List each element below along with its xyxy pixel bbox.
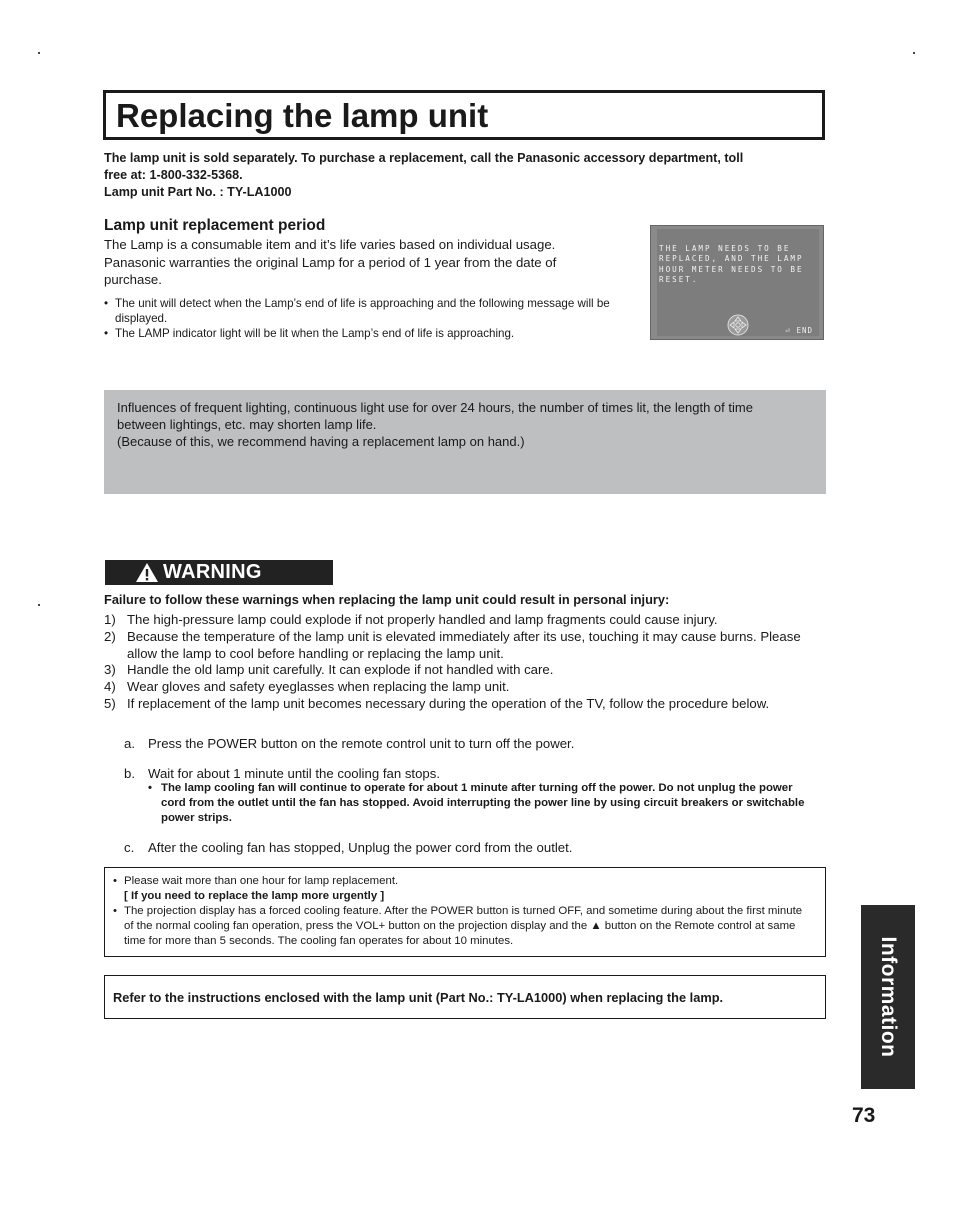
cooling-note-box [104, 867, 826, 957]
warning-item: 2) Because the temperature of the lamp unit is elevated immediately after its use, touching it may cause burns. Please allow the lamp to cool before handling or replacing the lamp unit. [104, 628, 801, 661]
lamp-life-note [104, 390, 826, 494]
page-title: Replacing the lamp unit [116, 97, 489, 134]
note-line: (Because of this, we recommend having a replacement lamp on hand.) [117, 434, 525, 449]
section-heading: Lamp unit replacement period [104, 217, 326, 234]
return-icon: ⏎ [785, 326, 797, 335]
warning-label: WARNING [163, 561, 262, 583]
note-line: between lightings, etc. may shorten lamp life. [117, 417, 377, 432]
end-label: ⏎ END [785, 326, 813, 335]
bullet-item: • The unit will detect when the Lamp’s end of life is approaching and the following message will be displayed. [104, 296, 624, 326]
part-number: Lamp unit Part No. : TY-LA1000 [104, 185, 292, 199]
bullet-item: • The LAMP indicator light will be lit when the Lamp’s end of life is approaching. [104, 326, 624, 341]
fan-caution: • The lamp cooling fan will continue to operate for about 1 minute after turning off the power. Do not unplug the power cord from the outlet until the fan has stopped. Avoid interrupting the power line by using circuit breakers or switchable power strips. [148, 781, 808, 826]
step-text: Press the POWER button on the remote control unit to turn off the power. [148, 736, 575, 751]
warning-list [104, 612, 824, 713]
refer-text: Refer to the instructions enclosed with the lamp unit (Part No.: TY-LA1000) when replacing the lamp. [113, 990, 724, 1005]
crop-mark [38, 604, 40, 606]
section-body [104, 236, 604, 289]
warning-item: 4) Wear gloves and safety eyeglasses when replacing the lamp unit. [104, 679, 510, 695]
refer-box [104, 975, 826, 1019]
intro-text [104, 150, 824, 201]
urgent-heading: [ If you need to replace the lamp more urgently ] [124, 890, 385, 902]
intro-line: The lamp unit is sold separately. To purchase a replacement, call the Panasonic accessory department, toll [104, 151, 744, 165]
note-item: • Please wait more than one hour for lamp replacement. [ If you need to replace the lamp more urgently ] [113, 874, 813, 904]
section-tab-label: Information [877, 936, 900, 1058]
warning-triangle-icon [135, 562, 159, 583]
lamp-message: THE LAMP NEEDS TO BE REPLACED, AND THE LAMP HOUR METER NEEDS TO BE RESET. [659, 244, 804, 285]
warning-lead: Failure to follow these warnings when replacing the lamp unit could result in personal injury: [104, 592, 670, 607]
note-line: Influences of frequent lighting, continuous light use for over 24 hours, the number of times lit, the length of time [117, 400, 753, 415]
crop-mark [38, 52, 40, 54]
body-line: The Lamp is a consumable item and it’s life varies based on individual usage. [104, 237, 556, 252]
step-text: After the cooling fan has stopped, Unplug the power cord from the outlet. [148, 840, 573, 855]
dpad-icon [727, 314, 749, 336]
body-line: Panasonic warranties the original Lamp for a period of 1 year from the date of [104, 254, 557, 270]
warning-item: 5) If replacement of the lamp unit becomes necessary during the operation of the TV, follow the procedure below. [104, 695, 770, 711]
on-screen-message [650, 225, 824, 340]
period-bullets [104, 296, 624, 341]
body-line: purchase. [104, 272, 162, 287]
title-box [103, 90, 825, 140]
note-item: • The projection display has a forced cooling feature. After the POWER button is turned OFF, and sometime during about the first minute of the normal cooling fan operation, press the VOL+ button on the projection display and the ▲ button on the Remote control at same time for more than 5 seconds. The cooling fan operates for about 10 minutes. [113, 904, 813, 949]
warning-item: 1) The high-pressure lamp could explode if not properly handled and lamp fragments could cause injury. [104, 612, 718, 627]
warning-item: 3) Handle the old lamp unit carefully. It can explode if not handled with care. [104, 662, 554, 678]
page-number: 73 [852, 1104, 876, 1127]
intro-line: free at: 1-800-332-5368. [104, 168, 243, 182]
step-text: Wait for about 1 minute until the cooling fan stops. [148, 766, 440, 781]
warning-banner [105, 560, 333, 585]
section-tab [861, 905, 915, 1089]
crop-mark [913, 52, 915, 54]
